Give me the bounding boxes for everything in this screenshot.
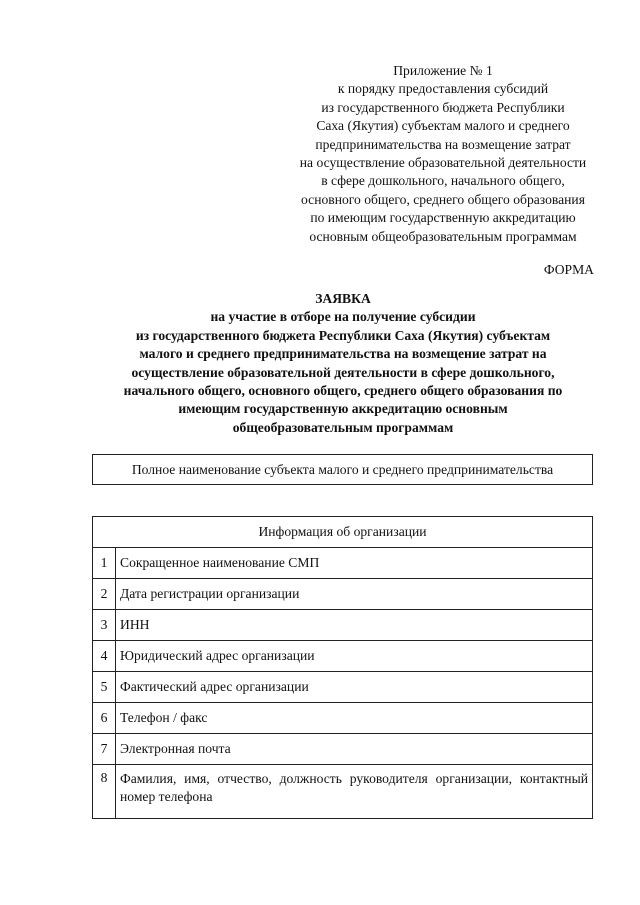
appendix-line: в сфере дошкольного, начального общего, bbox=[321, 173, 565, 189]
title-line: имеющим государственную аккредитацию основным bbox=[178, 401, 508, 417]
row-label: Дата регистрации организации bbox=[116, 579, 593, 610]
appendix-line: основным общеобразовательным программам bbox=[309, 228, 577, 244]
row-label: Фактический адрес организации bbox=[116, 672, 593, 703]
row-number: 4 bbox=[93, 641, 116, 672]
full-name-field-box bbox=[92, 454, 593, 485]
table-row bbox=[93, 734, 593, 765]
table-row bbox=[93, 610, 593, 641]
title-line: на участие в отборе на получение субсидии bbox=[210, 309, 476, 325]
table-row bbox=[93, 641, 593, 672]
appendix-line: Саха (Якутия) субъектам малого и среднего bbox=[316, 118, 570, 134]
row-number: 2 bbox=[93, 579, 116, 610]
appendix-header bbox=[250, 62, 636, 246]
document-title bbox=[80, 290, 606, 437]
title-line: ЗАЯВКА bbox=[315, 291, 371, 306]
table-row bbox=[93, 548, 593, 579]
form-label: ФОРМА bbox=[543, 262, 594, 277]
table-row bbox=[93, 579, 593, 610]
organization-info-table bbox=[92, 516, 593, 819]
row-number: 5 bbox=[93, 672, 116, 703]
table-header-row bbox=[93, 517, 593, 548]
full-name-field-label: Полное наименование субъекта малого и среднего предпринимательства bbox=[131, 461, 554, 477]
row-label: Юридический адрес организации bbox=[116, 641, 593, 672]
table-row bbox=[93, 765, 593, 819]
row-label: Сокращенное наименование СМП bbox=[116, 548, 593, 579]
row-number: 3 bbox=[93, 610, 116, 641]
table-header: Информация об организации bbox=[93, 517, 593, 548]
appendix-line: Приложение № 1 bbox=[393, 63, 493, 78]
title-line: из государственного бюджета Республики Саха (Якутия) субъектам bbox=[135, 327, 551, 343]
appendix-line: основного общего, среднего общего образования bbox=[301, 191, 585, 207]
title-line: начального общего, основного общего, среднего общего образования по bbox=[123, 383, 563, 399]
appendix-line: из государственного бюджета Республики bbox=[321, 99, 565, 115]
appendix-line: на осуществление образовательной деятельности bbox=[299, 155, 587, 171]
appendix-line: предпринимательства на возмещение затрат bbox=[315, 136, 571, 152]
appendix-line: к порядку предоставления субсидий bbox=[337, 81, 549, 97]
title-line: осуществление образовательной деятельности в сфере дошкольного, bbox=[131, 364, 555, 380]
row-number: 6 bbox=[93, 703, 116, 734]
table-row bbox=[93, 672, 593, 703]
row-number: 7 bbox=[93, 734, 116, 765]
title-line: малого и среднего предпринимательства на возмещение затрат на bbox=[139, 346, 547, 362]
row-label: ИНН bbox=[116, 610, 593, 641]
table-row bbox=[93, 703, 593, 734]
row-label: Фамилия, имя, отчество, должность руководителя организации, контактный номер телефона bbox=[116, 765, 593, 819]
row-number: 1 bbox=[93, 548, 116, 579]
title-line: общеобразовательным программам bbox=[232, 419, 454, 435]
row-label: Электронная почта bbox=[116, 734, 593, 765]
row-label: Телефон / факс bbox=[116, 703, 593, 734]
row-number: 8 bbox=[93, 765, 116, 819]
appendix-line: по имеющим государственную аккредитацию bbox=[310, 210, 576, 226]
